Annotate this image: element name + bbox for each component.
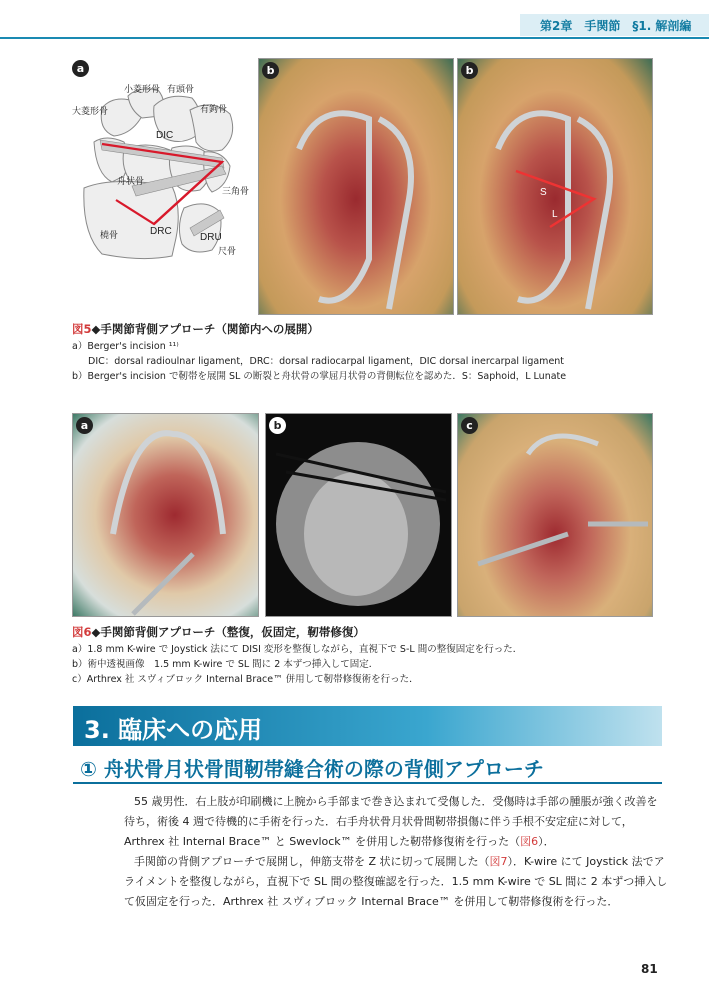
body-text-segment: 手関節の背側アプローチで展開し，伸筋支帯を Z 状に切って展開した（ <box>134 855 490 868</box>
fig5-number: 図5 <box>72 322 92 336</box>
fluoroscopy-illustration <box>266 414 451 616</box>
body-text-segment: ）．K-wire にて Joystick 法でア <box>507 855 665 868</box>
body-text-segment: ）． <box>538 835 555 848</box>
body-line-with-ref <box>134 852 665 872</box>
carpal-bones-diagram <box>72 58 257 316</box>
fig6-panel-b-marker: b <box>269 417 286 434</box>
fig6-title <box>72 624 365 640</box>
label-hamate: 有鉤骨 <box>200 104 228 114</box>
label-dic: DIC <box>156 130 174 141</box>
fig6-caption-line: b）術中透視画像 1.5 mm K-wire で SL 間に 2 本ずつ挿入して固定． <box>72 659 379 670</box>
subsection-title: ① 舟状骨月状骨間靭帯縫合術の際の背側アプローチ <box>80 757 544 781</box>
retractor-illustration <box>73 414 258 616</box>
label-scaphoid: 舟状骨 <box>117 176 145 186</box>
fig6-photo-a <box>72 413 259 617</box>
label-trapezium: 大菱形骨 <box>72 106 109 116</box>
fig5-photo-b2 <box>457 58 653 315</box>
body-line: ライメントを整復しながら，直視下で SL 間の整復確認を行った．1.5 mm K-wire で SL 間に 2 本ずつ挿入し <box>124 875 668 888</box>
fig6-title-text: ◆手関節背側アプローチ（整復，仮固定，靭帯修復） <box>91 625 365 639</box>
label-ulna: 尺骨 <box>218 246 237 256</box>
section-title: 3. 臨床への応用 <box>84 716 263 744</box>
figure-reference-link[interactable]: 図6 <box>520 835 539 848</box>
fig6-xray-b <box>265 413 452 617</box>
retractor-illustration <box>458 59 652 314</box>
label-radius: 橈骨 <box>100 230 119 240</box>
body-line: 待ち，術後 4 週で待機的に手術を行った．右手舟状骨月状骨間靭帯損傷に伴う手根不安定症に対して， <box>124 815 633 828</box>
fig5-caption-line: DIC：dorsal radioulnar ligament，DRC：dorsal radiocarpal ligament，DIC dorsal inercarpal ligament <box>88 356 565 367</box>
body-line-with-ref <box>124 832 555 852</box>
fig6-photo-c <box>457 413 653 617</box>
label-triquetrum: 三角骨 <box>222 186 250 196</box>
fig5-diagram-panel <box>72 58 257 316</box>
mark-s: S <box>540 187 547 198</box>
fig5-caption-line: a）Berger's incision ¹¹⁾ <box>72 341 179 352</box>
chapter-header: 第2章 手関節 §1. 解剖編 <box>540 19 692 33</box>
header-rule <box>0 37 709 39</box>
body-line: 55 歳男性．右上肢が印刷機に上腕から手部まで巻き込まれて受傷した．受傷時は手部の腫脹が強く改善を <box>134 795 658 808</box>
label-dru: DRU <box>200 232 222 243</box>
fig6-caption-line: c）Arthrex 社 スヴィブロック Internal Brace™ 併用して靭帯修復術を行った． <box>72 674 419 685</box>
fig6-panel-a-marker: a <box>76 417 93 434</box>
fig5-panel-b2-marker: b <box>461 62 478 79</box>
label-drc: DRC <box>150 226 172 237</box>
fig5-title <box>72 321 319 337</box>
subsection-rule <box>73 782 662 784</box>
fig6-caption-line: a）1.8 mm K-wire で Joystick 法にて DISI 変形を整復しながら，直視下で S-L 間の整復固定を行った． <box>72 644 523 655</box>
page-number: 81 <box>641 962 658 976</box>
fig5-title-text: ◆手関節背側アプローチ（関節内への展開） <box>91 322 319 336</box>
fig5-panel-a-marker: a <box>72 60 89 77</box>
fig6-number: 図6 <box>72 625 92 639</box>
label-trapezoid: 小菱形骨 <box>124 84 161 94</box>
fig6-panel-c-marker: c <box>461 417 478 434</box>
label-capitate: 有頭骨 <box>167 84 195 94</box>
mark-l: L <box>552 209 558 220</box>
body-text-segment: Arthrex 社 Internal Brace™ と Swevlock™ を併用した靭帯修復術を行った（ <box>124 835 521 848</box>
fig5-caption-line: b）Berger's incision で靭帯を展開 SL の断裂と舟状骨の掌屈月状骨の背側転位を認めた．S：Saphoid，L Lunate <box>72 371 567 382</box>
body-line: て仮固定を行った．Arthrex 社 スヴィブロック Internal Brace™ を併用して靭帯修復術を行った． <box>124 895 619 908</box>
retractor-illustration <box>259 59 453 314</box>
fig5-panel-b1-marker: b <box>262 62 279 79</box>
fig5-photo-b1 <box>258 58 454 315</box>
instrument-illustration <box>458 414 652 616</box>
figure-reference-link[interactable]: 図7 <box>489 855 508 868</box>
